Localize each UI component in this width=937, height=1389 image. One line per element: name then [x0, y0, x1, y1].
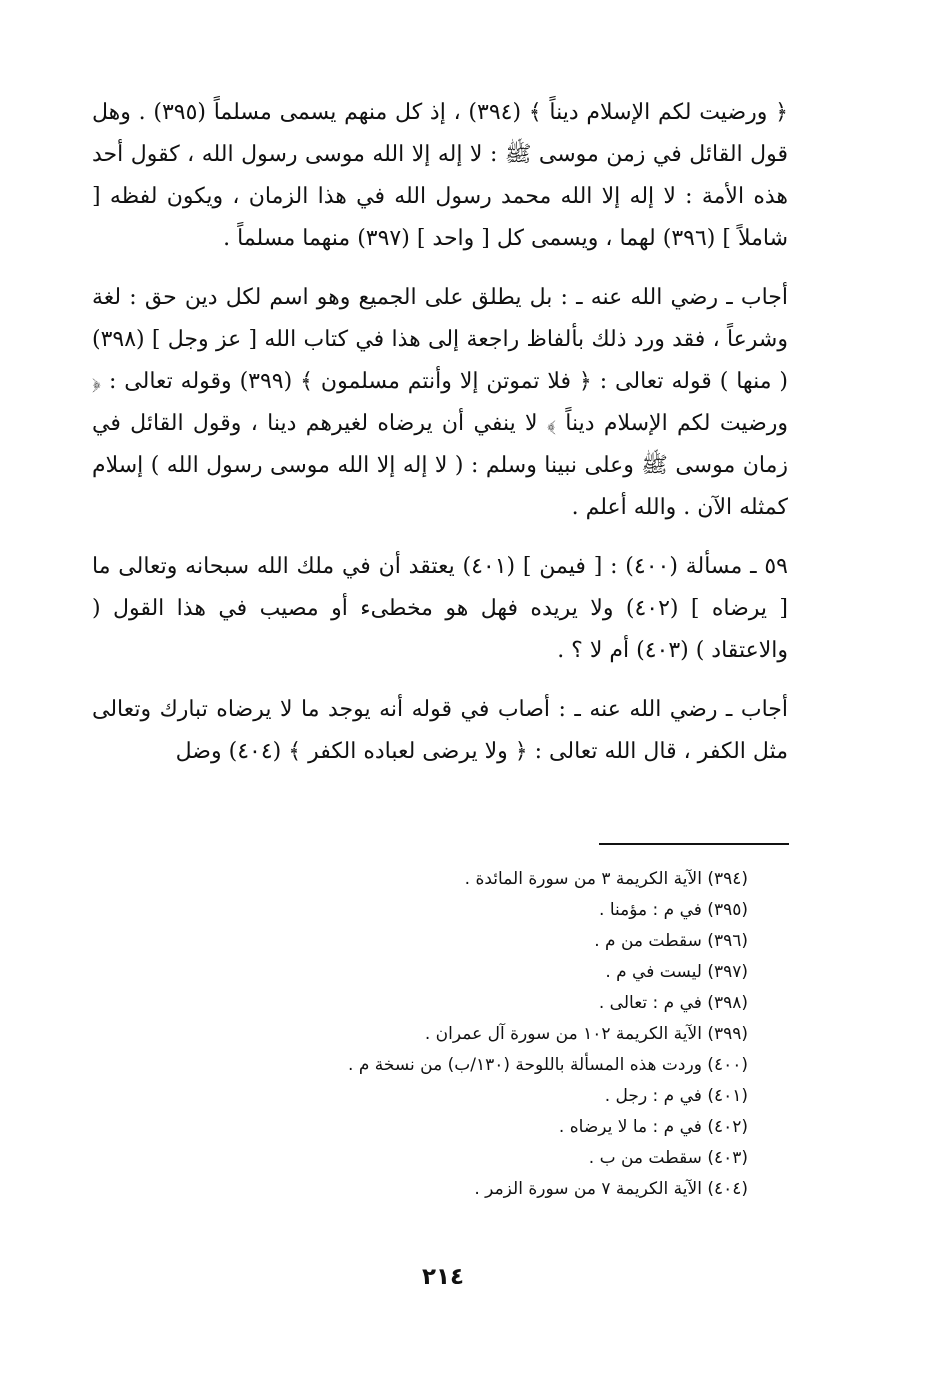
footnotes [330, 864, 748, 1205]
footnote-394: (٣٩٤) الآية الكريمة ٣ من سورة المائدة . [464, 869, 748, 889]
paragraph-4: أجاب ـ رضي الله عنه ـ : أصاب في قوله أنه يوجد ما لا يرضاه تبارك وتعالى مثل الكفر ، قال الله تعالى : ﴿ ولا يرضى لعباده الكفر ﴾ (٤٠٤) وضل [92, 697, 788, 764]
paragraph-1: ﴿ ورضيت لكم الإسلام ديناً ﴾ (٣٩٤) ، إذ كل منهم يسمى مسلماً (٣٩٥) . وهل قول القائل في زمن موسى ﷺ : لا إله إلا الله موسى رسول الله ، كقول أحد هذه الأمة : لا إله إلا الله محمد رسول الله في هذا الزمان ، ويكون لفظه [ شاملاً ] (٣٩٦) لهما ، ويسمى كل [ واحد ] (٣٩٧) منهما مسلماً . [92, 100, 789, 251]
footnote-399: (٣٩٩) الآية الكريمة ١٠٢ من سورة آل عمران . [424, 1024, 748, 1044]
footnote-403: (٤٠٣) سقطت من ب . [588, 1148, 748, 1168]
footnote-396: (٣٩٦) سقطت من م . [594, 931, 748, 951]
footnote-395: (٣٩٥) في م : مؤمنا . [599, 900, 748, 920]
footnote-402: (٤٠٢) في م : ما لا يرضاه . [558, 1117, 748, 1137]
main-text [92, 92, 788, 790]
footnote-401: (٤٠١) في م : رجل . [604, 1086, 748, 1106]
page-number: ٢١٤ [421, 1264, 465, 1290]
footnote-398: (٣٩٨) في م : تعالى . [598, 993, 748, 1013]
footnote-separator [599, 843, 789, 845]
footnote-400: (٤٠٠) وردت هذه المسألة باللوحة (١٣٠/ب) من نسخة م . [348, 1055, 748, 1075]
paragraph-2: أجاب ـ رضي الله عنه ـ : بل يطلق على الجميع وهو اسم لكل دين حق : لغة وشرعاً ، فقد ورد ذلك بألفاظ راجعة إلى هذا في كتاب الله [ عز وجل ] (٣٩٨) ( منها ) قوله تعالى : ﴿ فلا تموتن إلا وأنتم مسلمون ﴾ (٣٩٩) وقوله تعالى : ﴿ ورضيت لكم الإسلام ديناً ﴾ لا ينفي أن يرضاه لغيرهم دينا ، وقول القائل في زمان موسى ﷺ وعلى نبينا وسلم : ( لا إله إلا الله موسى رسول الله ) إسلام كمثله الآن . والله أعلم . [92, 285, 788, 520]
footnote-404: (٤٠٤) الآية الكريمة ٧ من سورة الزمر . [474, 1179, 748, 1199]
footnote-397: (٣٩٧) ليست في م . [605, 962, 748, 982]
paragraph-3: ٥٩ ـ مسألة (٤٠٠) : [ فيمن ] (٤٠١) يعتقد أن في ملك الله سبحانه وتعالى ما [ يرضاه ] (٤٠٢) ولا يريده فهل هو مخطىء أو مصيب في هذا القول ( والاعتقاد ) (٤٠٣) أم لا ؟ . [92, 554, 789, 663]
